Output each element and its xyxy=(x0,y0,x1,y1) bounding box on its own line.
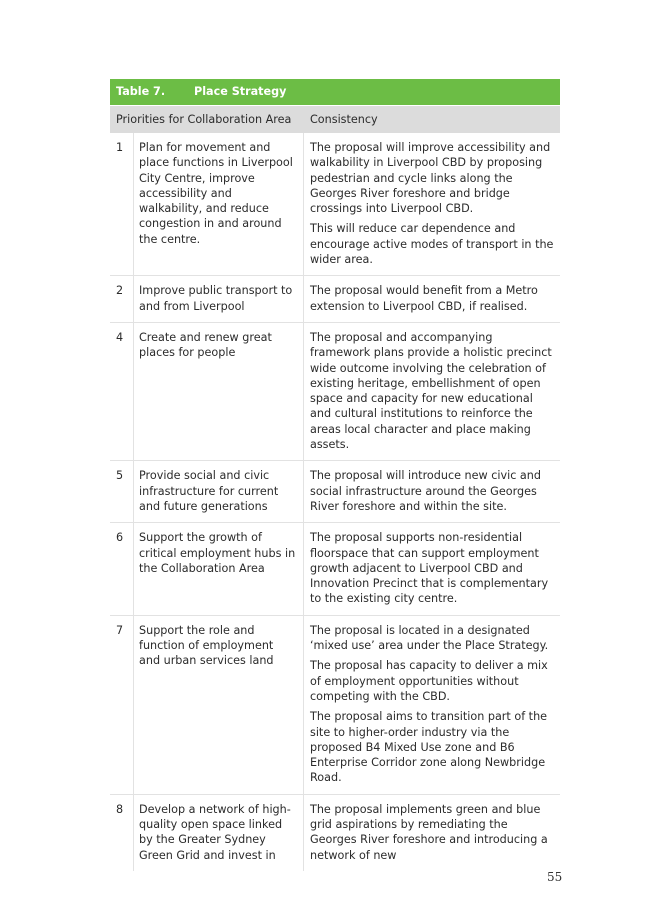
header-consistency: Consistency xyxy=(310,112,378,126)
row-priority: Provide social and civic infrastructure for current and future generations xyxy=(134,461,304,522)
table-row xyxy=(110,133,560,276)
row-consistency xyxy=(304,523,560,614)
row-consistency xyxy=(304,795,560,871)
table-title: Place Strategy xyxy=(194,85,287,99)
table-header-row xyxy=(110,105,560,133)
table-row xyxy=(110,795,560,871)
consistency-paragraph: This will reduce car dependence and encourage active modes of transport in the wider area. xyxy=(310,222,554,267)
table-row xyxy=(110,523,560,615)
row-priority: Support the role and function of employment and urban services land xyxy=(134,616,304,794)
row-priority: Develop a network of high-quality open space linked by the Greater Sydney Green Grid and invest in xyxy=(134,795,304,871)
consistency-paragraph: The proposal and accompanying framework plans provide a holistic precinct wide outcome involving the celebration of existing heritage, embellishment of open space and capacity for new educational and cultural institutions to reinforce the areas local character and place making assets. xyxy=(310,330,552,452)
row-number: 7 xyxy=(110,616,134,794)
row-number: 6 xyxy=(110,523,134,614)
table-row xyxy=(110,323,560,461)
consistency-paragraph: The proposal aims to transition part of the site to higher-order industry via the proposed B4 Mixed Use zone and B6 Enterprise Corridor zone along Newbridge Road. xyxy=(310,710,548,785)
table-row xyxy=(110,276,560,323)
row-number: 5 xyxy=(110,461,134,522)
consistency-paragraph: The proposal will introduce new civic and social infrastructure around the Georges River foreshore and within the site. xyxy=(310,469,541,513)
row-priority: Improve public transport to and from Liverpool xyxy=(134,276,304,322)
consistency-paragraph: The proposal is located in a designated ‘mixed use’ area under the Place Strategy. xyxy=(310,623,549,653)
row-consistency xyxy=(304,133,560,275)
consistency-paragraph: The proposal has capacity to deliver a mix of employment opportunities without competing with the CBD. xyxy=(310,659,548,703)
table-row xyxy=(110,461,560,523)
row-priority: Plan for movement and place functions in Liverpool City Centre, improve accessibility and walkability, and reduce congestion in and around the centre. xyxy=(134,133,304,275)
row-number: 2 xyxy=(110,276,134,322)
row-number: 8 xyxy=(110,795,134,871)
consistency-paragraph: The proposal will improve accessibility and walkability in Liverpool CBD by proposing pedestrian and cycle links along the Georges River foreshore and bridge crossings into Liverpool CBD. xyxy=(310,141,551,216)
header-priorities: Priorities for Collaboration Area xyxy=(116,112,292,126)
consistency-paragraph: The proposal implements green and blue grid aspirations by remediating the Georges River foreshore and introducing a network of new xyxy=(310,802,548,862)
table-row xyxy=(110,616,560,795)
consistency-paragraph: The proposal supports non-residential floorspace that can support employment growth adjacent to Liverpool CBD and Innovation Precinct that is complementary to the existing city centre. xyxy=(310,531,549,606)
page-number: 55 xyxy=(547,870,563,884)
row-consistency xyxy=(304,461,560,522)
place-strategy-table xyxy=(110,79,560,871)
row-number: 4 xyxy=(110,323,134,460)
row-consistency xyxy=(304,616,560,794)
row-consistency xyxy=(304,276,560,322)
row-consistency xyxy=(304,323,560,460)
row-priority: Support the growth of critical employment hubs in the Collaboration Area xyxy=(134,523,304,614)
consistency-paragraph: The proposal would benefit from a Metro extension to Liverpool CBD, if realised. xyxy=(310,284,538,313)
table-label: Table 7. xyxy=(116,85,166,99)
row-priority: Create and renew great places for people xyxy=(134,323,304,460)
row-number: 1 xyxy=(110,133,134,275)
table-title-bar xyxy=(110,79,560,105)
